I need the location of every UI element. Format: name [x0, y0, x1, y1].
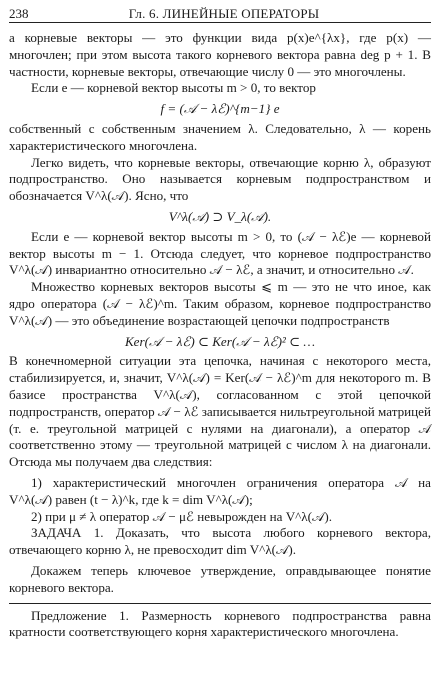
- formula-kernel-chain: Ker(𝒜 − λℰ) ⊂ Ker(𝒜 − λℰ)² ⊂ …: [124, 333, 316, 349]
- running-header: [9, 0, 431, 23]
- formula-subspace-inclusion: V^λ(𝒜) ⊃ V_λ(𝒜).: [168, 208, 272, 224]
- paragraph-finite-dimensional: В конечномерной ситуации эта цепочка, начиная с некоторого места, стабилизируется, и, значит, V^λ(𝒜) = Ker(𝒜 − λℰ)^m для некоторого m. В базисе пространства V^λ(𝒜), согласованном с этой цепочкой подпространств, оператор 𝒜 − λℰ записывается нильтреугольной матрицей (т. е. треугольной матрицей с нулями на диагонали), а оператор 𝒜 соответственно этому — треугольной матрицей с числом λ на диагонали. Отсюда мы получаем два следствия:: [9, 353, 431, 470]
- paragraph-kernel-chain: Множество корневых векторов высоты ⩽ m — это не что иное, как ядро оператора (𝒜 − λℰ)^m. Таким образом, корневое подпространство V^λ(𝒜) — это объединение возрастающей цепочки подпространств: [9, 279, 431, 328]
- paragraph-invariance: Если e — корневой вектор высоты m > 0, то (𝒜 − λℰ)e — корневой вектор высоты m − 1. Отсюда следует, что корневое подпространство V^λ(𝒜) инвариантно относительно 𝒜 − λℰ, а значит, и относительно 𝒜.: [9, 228, 431, 278]
- proposition-1: [9, 603, 431, 642]
- page-body: [9, 30, 431, 641]
- paragraph-eigenvector: собственный с собственным значением λ. Следовательно, λ — корень характеристического многочлена.: [9, 120, 431, 153]
- paragraph-root-vector-height: Если e — корневой вектор высоты m > 0, то вектор: [31, 80, 316, 96]
- exercise-1: ЗАДАЧА 1. Доказать, что высота любого корневого вектора, отвечающего корню λ, не превосходит dim V^λ(𝒜).: [9, 525, 431, 558]
- paragraph-root-subspace-definition: Легко видеть, что корневые векторы, отвечающие корню λ, образуют подпространство. Оно называется корневым подпространством и обозначается V^λ(𝒜). Ясно, что: [9, 154, 431, 204]
- paragraph-root-vectors-functions: а корневые векторы — это функции вида p(x)e^{λx}, где p(x) — многочлен; при этом высота такого корневого вектора равна deg p + 1. В частности, корневые векторы, отвечающие числу 0 — это многочлены.: [9, 30, 431, 79]
- corollary-1: 1) характеристический многочлен ограничения оператора 𝒜 на V^λ(𝒜) равен (t − λ)^k, где k = dim V^λ(𝒜);: [9, 474, 431, 507]
- corollary-2: 2) при μ ≠ λ оператор 𝒜 − μℰ невырожден на V^λ(𝒜).: [31, 508, 333, 524]
- proposition-1-text: Предложение 1. Размерность корневого подпространства равна кратности соответствующего корня характеристического многочлена.: [9, 607, 431, 640]
- formula-f-vector: f = (𝒜 − λℰ)^{m−1} e: [160, 101, 280, 117]
- running-title: Гл. 6. ЛИНЕЙНЫЕ ОПЕРАТОРЫ: [128, 6, 320, 21]
- paragraph-key-statement: Докажем теперь ключевое утверждение, оправдывающее понятие корневого вектора.: [9, 562, 431, 595]
- page-number: 238: [9, 6, 29, 21]
